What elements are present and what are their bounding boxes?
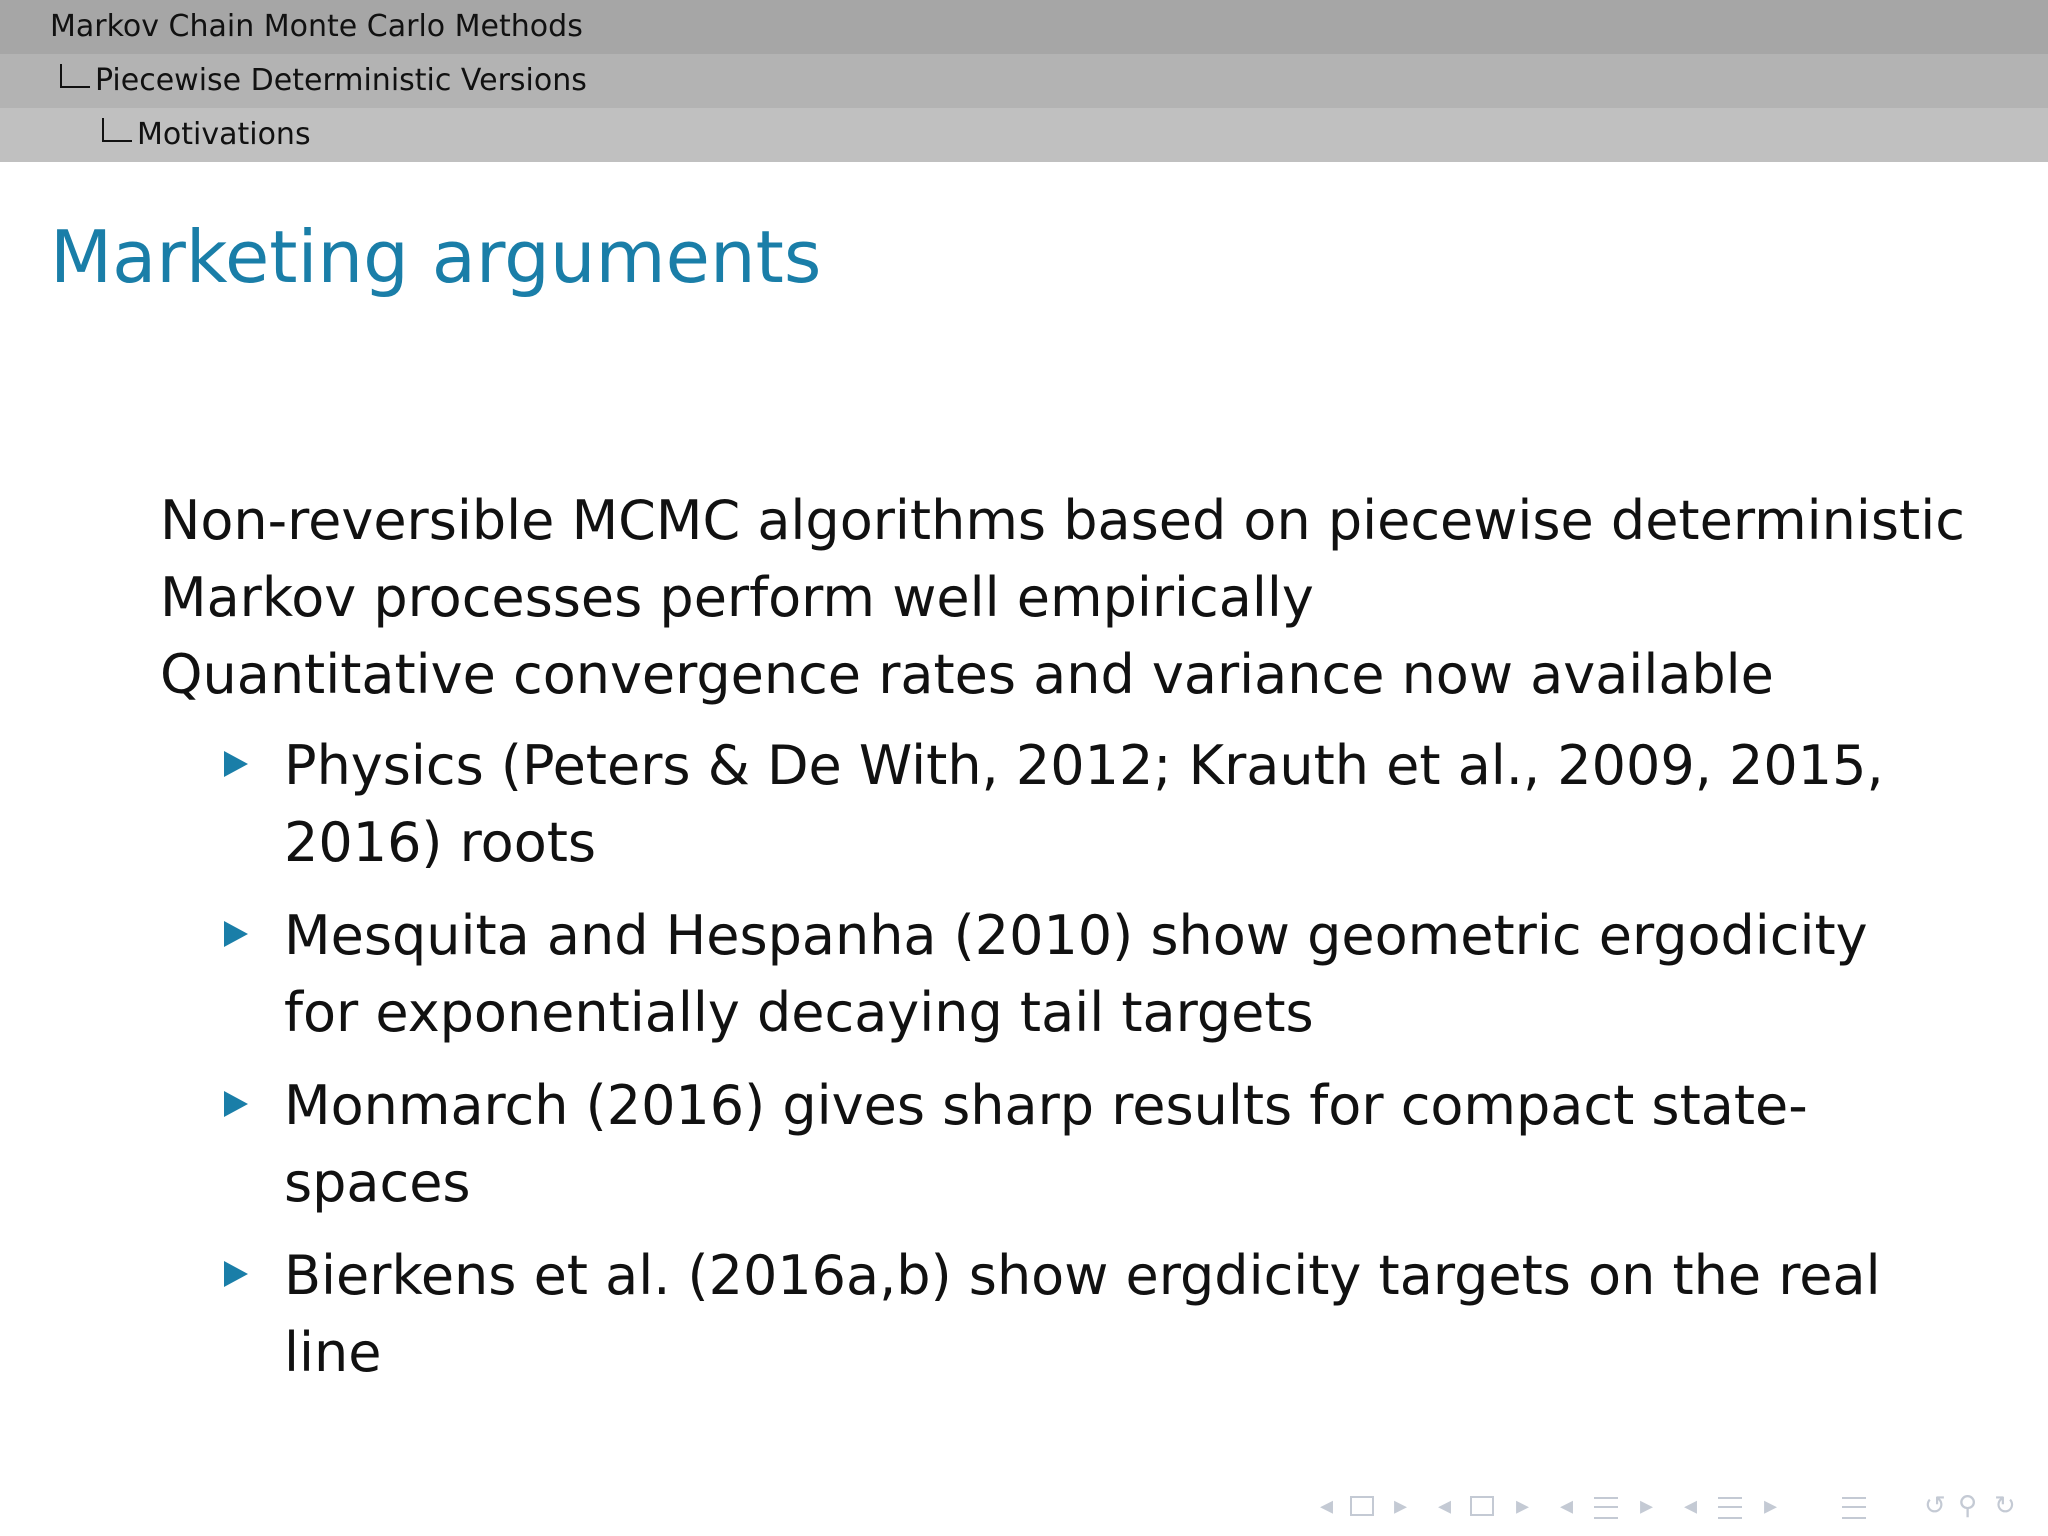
bullet-text: Physics (Peters & De With, 2012; Krauth et al., 2009, 2015, 2016) roots: [284, 734, 1884, 874]
nav-back-icon[interactable]: ↺: [1924, 1491, 1946, 1521]
nav-prev-icon[interactable]: ◂: [1560, 1491, 1574, 1521]
bullet-item: [160, 897, 1920, 1051]
header-section-bar: [0, 0, 2048, 54]
nav-section-icon[interactable]: [1594, 1497, 1618, 1519]
nav-search-icon[interactable]: ⚲: [1958, 1491, 1978, 1521]
tree-connector-icon: [60, 64, 90, 88]
nav-next-icon[interactable]: ▸: [1640, 1491, 1654, 1521]
intro-line: Quantitative convergence rates and variance now available: [160, 643, 1774, 706]
triangle-bullet-icon: [224, 921, 248, 947]
nav-prev-icon[interactable]: ◂: [1320, 1491, 1334, 1521]
nav-subsection-icon[interactable]: [1470, 1496, 1494, 1516]
bullet-text: Monmarch (2016) gives sharp results for compact state-spaces: [284, 1074, 1808, 1214]
bullet-list: [160, 727, 1920, 1391]
bullet-item: [160, 1237, 1920, 1391]
bullet-text: Mesquita and Hespanha (2010) show geometric ergodicity for exponentially decaying tail targets: [284, 904, 1868, 1044]
header-subsubsection-title[interactable]: Motivations: [137, 117, 311, 152]
nav-next-icon[interactable]: ▸: [1516, 1491, 1530, 1521]
nav-forward-icon[interactable]: ↻: [1994, 1491, 2016, 1521]
header-subsubsection-bar: [0, 108, 2048, 162]
intro-line: Markov processes perform well empirically: [160, 566, 1314, 629]
nav-toc-icon[interactable]: [1718, 1497, 1742, 1519]
slide-body: [160, 482, 1965, 1407]
bullet-item: [160, 1067, 1920, 1221]
bullet-item: [160, 727, 1920, 881]
header-subsection-bar: [0, 54, 2048, 108]
intro-line: Non-reversible MCMC algorithms based on piecewise deterministic: [160, 489, 1965, 552]
nav-next-icon[interactable]: ▸: [1394, 1491, 1408, 1521]
nav-prev-icon[interactable]: ◂: [1684, 1491, 1698, 1521]
nav-prev-icon[interactable]: ◂: [1438, 1491, 1452, 1521]
header-section-title[interactable]: Markov Chain Monte Carlo Methods: [50, 9, 583, 44]
bullet-text: Bierkens et al. (2016a,b) show ergdicity targets on the real line: [284, 1244, 1881, 1384]
nav-frame-icon[interactable]: [1350, 1496, 1374, 1516]
header-subsection-title[interactable]: Piecewise Deterministic Versions: [95, 63, 587, 98]
beamer-navigation: [1310, 1486, 2030, 1526]
triangle-bullet-icon: [224, 751, 248, 777]
triangle-bullet-icon: [224, 1091, 248, 1117]
frame-title: Marketing arguments: [50, 215, 822, 299]
nav-next-icon[interactable]: ▸: [1764, 1491, 1778, 1521]
nav-toc-icon[interactable]: [1842, 1497, 1866, 1519]
tree-connector-icon: [102, 118, 132, 142]
triangle-bullet-icon: [224, 1261, 248, 1287]
